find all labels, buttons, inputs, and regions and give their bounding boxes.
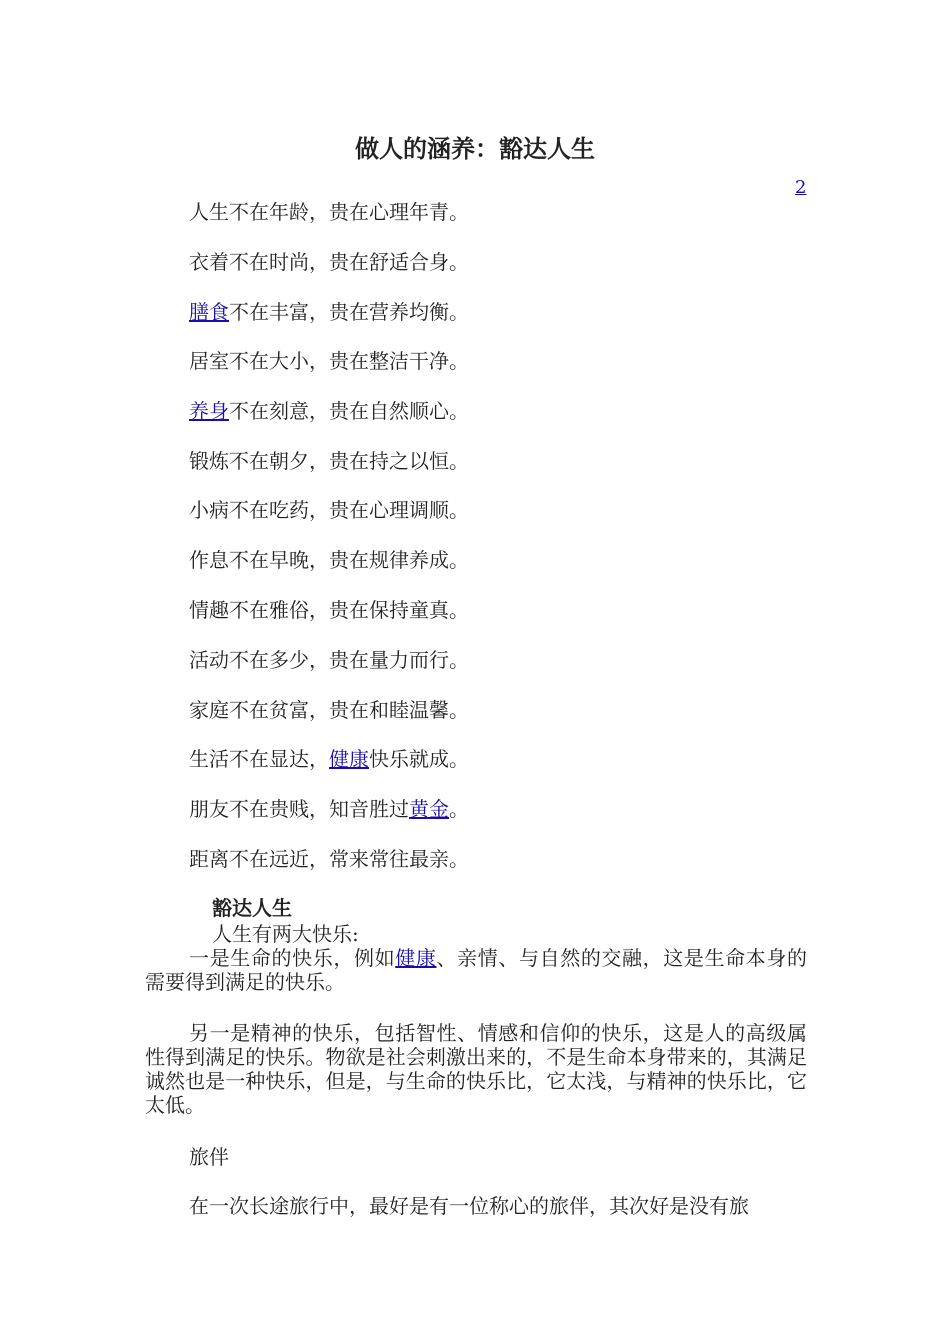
verse-line-2: 衣着不在时尚，贵在舒适合身。 xyxy=(189,250,469,274)
link-yangshen[interactable]: 养身 xyxy=(189,399,229,423)
verse-line-11: 家庭不在贫富，贵在和睦温馨。 xyxy=(189,698,469,722)
verse-line-8: 作息不在早晚，贵在规律养成。 xyxy=(189,548,469,572)
paragraph-companion: 在一次长途旅行中，最好是有一位称心的旅伴，其次好是没有旅 xyxy=(189,1194,749,1218)
verse-line-12: 生活不在显达，健康快乐就成。 xyxy=(189,747,469,771)
verse-line-14: 距离不在远近，常来常往最亲。 xyxy=(189,847,469,871)
verse-line-5: 养身不在刻意，贵在自然顺心。 xyxy=(189,399,469,423)
link-jiankang[interactable]: 健康 xyxy=(329,747,369,771)
verse-line-4: 居室不在大小，贵在整洁干净。 xyxy=(189,349,469,373)
verse-line-3: 膳食不在丰富，贵在营养均衡。 xyxy=(189,300,469,324)
verse-line-7: 小病不在吃药，贵在心理调顺。 xyxy=(189,498,469,522)
verse-line-10: 活动不在多少，贵在量力而行。 xyxy=(189,648,469,672)
link-jiankang-2[interactable]: 健康 xyxy=(395,946,437,970)
verse-line-13: 朋友不在贵贱，知音胜过黄金。 xyxy=(189,797,469,821)
subtitle-companion: 旅伴 xyxy=(189,1145,229,1169)
verse-line-1: 人生不在年龄，贵在心理年青。 xyxy=(189,200,469,224)
link-huangjin[interactable]: 黄金 xyxy=(409,797,449,821)
verse-line-6: 锻炼不在朝夕，贵在持之以恒。 xyxy=(189,449,469,473)
section-intro: 人生有两大快乐: xyxy=(212,922,359,946)
paragraph-life-joy: 一是生命的快乐，例如健康、亲情、与自然的交融，这是生命本身的需要得到满足的快乐。 xyxy=(145,946,808,994)
paragraph-spirit-joy: 另一是精神的快乐，包括智性、情感和信仰的快乐，这是人的高级属性得到满足的快乐。物欲是社会刺激出来的，不是生命本身带来的，其满足诚然也是一种快乐，但是，与生命的快乐比，它太浅，与精神的快乐比，它太低。 xyxy=(145,1021,807,1117)
link-shanshi[interactable]: 膳食 xyxy=(189,300,229,324)
page-title: 做人的涵养：豁达人生 xyxy=(355,135,595,163)
verse-line-9: 情趣不在雅俗，贵在保持童真。 xyxy=(189,598,469,622)
section-heading: 豁达人生 xyxy=(212,896,292,920)
page-number-link[interactable]: 2 xyxy=(795,177,807,198)
